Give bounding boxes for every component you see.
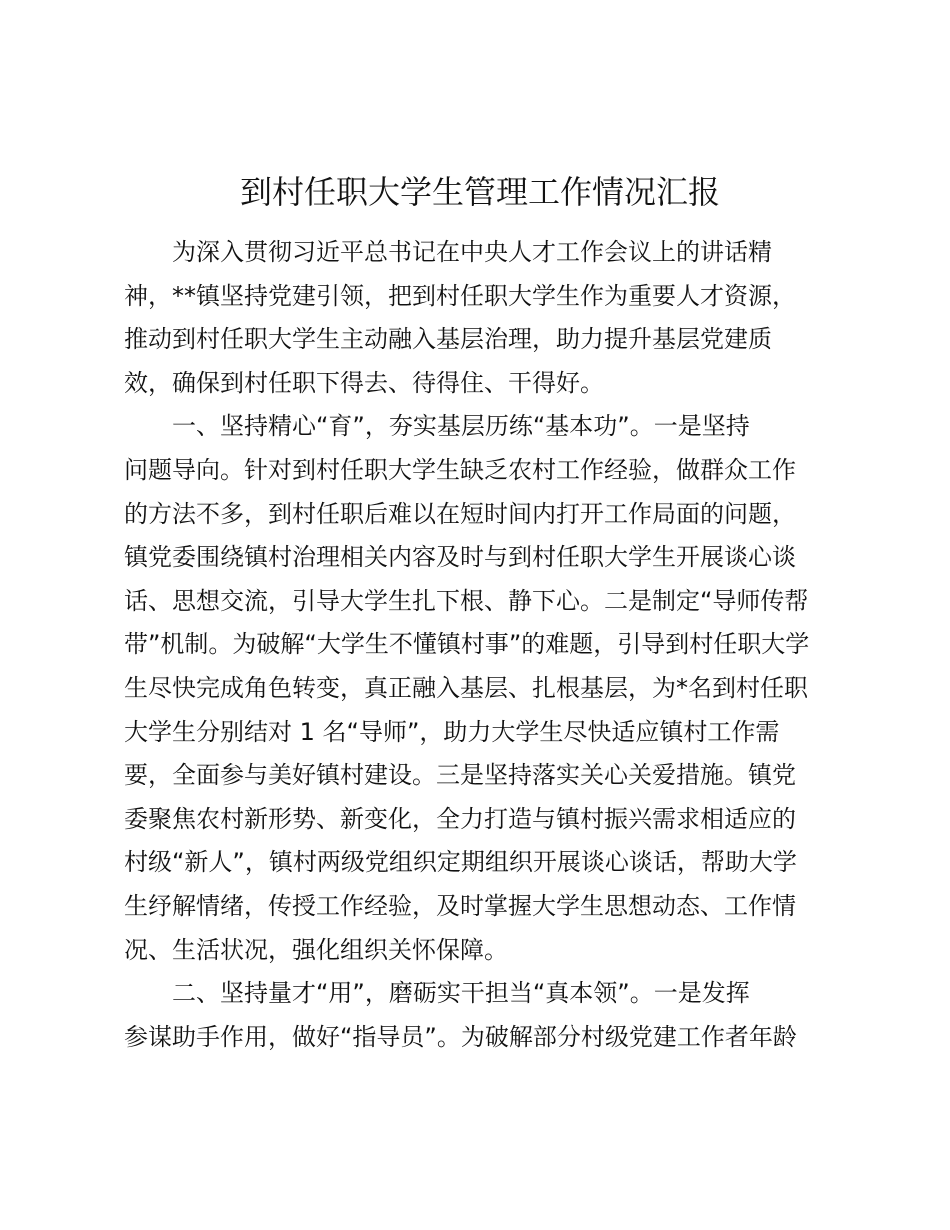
paragraph-line: 的方法不多，到村任职后难以在短时间内打开工作局面的问题， xyxy=(124,499,796,528)
paragraph-line: 委聚焦农村新形势、新变化，全力打造与镇村振兴需求相适应的 xyxy=(124,804,796,833)
document-body xyxy=(124,231,844,1059)
section-heading-line: 二、坚持量才“用”，磨砺实干担当“真本领”。一是发挥 xyxy=(172,979,750,1008)
paragraph-line: 大学生分别结对 1 名“导师”，助力大学生尽快适应镇村工作需 xyxy=(124,717,780,746)
paragraph-line: 推动到村任职大学生主动融入基层治理，助力提升基层党建质 xyxy=(124,325,772,354)
section-heading-line: 一、坚持精心“育”，夯实基层历练“基本功”。一是坚持 xyxy=(172,412,750,441)
paragraph-line: 神，**镇坚持党建引领，把到村任职大学生作为重要人才资源， xyxy=(124,281,796,310)
paragraph-line: 镇党委围绕镇村治理相关内容及时与到村任职大学生开展谈心谈 xyxy=(124,543,796,572)
paragraph-line: 问题导向。针对到村任职大学生缺乏农村工作经验，做群众工作 xyxy=(124,455,796,484)
paragraph-line: 要，全面参与美好镇村建设。三是坚持落实关心关爱措施。镇党 xyxy=(124,761,796,790)
paragraph-line: 参谋助手作用，做好“指导员”。为破解部分村级党建工作者年龄 xyxy=(124,1022,797,1051)
paragraph-line: 话、思想交流，引导大学生扎下根、静下心。二是制定“导师传帮 xyxy=(124,586,809,615)
document-title: 到村任职大学生管理工作情况汇报 xyxy=(239,173,720,211)
paragraph-line: 为深入贯彻习近平总书记在中央人才工作会议上的讲话精 xyxy=(172,238,772,266)
paragraph-line: 带”机制。为破解“大学生不懂镇村事”的难题，引导到村任职大学 xyxy=(124,630,810,659)
paragraph-line: 效，确保到村任职下得去、待得住、干得好。 xyxy=(124,368,604,397)
paragraph-line: 生尽快完成角色转变，真正融入基层、扎根基层，为*名到村任职 xyxy=(124,673,808,702)
paragraph-line: 生纾解情绪，传授工作经验，及时掌握大学生思想动态、工作情 xyxy=(124,891,796,920)
paragraph-line: 村级“新人”，镇村两级党组织定期组织开展谈心谈话，帮助大学 xyxy=(124,848,797,877)
paragraph-line: 况、生活状况，强化组织关怀保障。 xyxy=(124,935,508,964)
